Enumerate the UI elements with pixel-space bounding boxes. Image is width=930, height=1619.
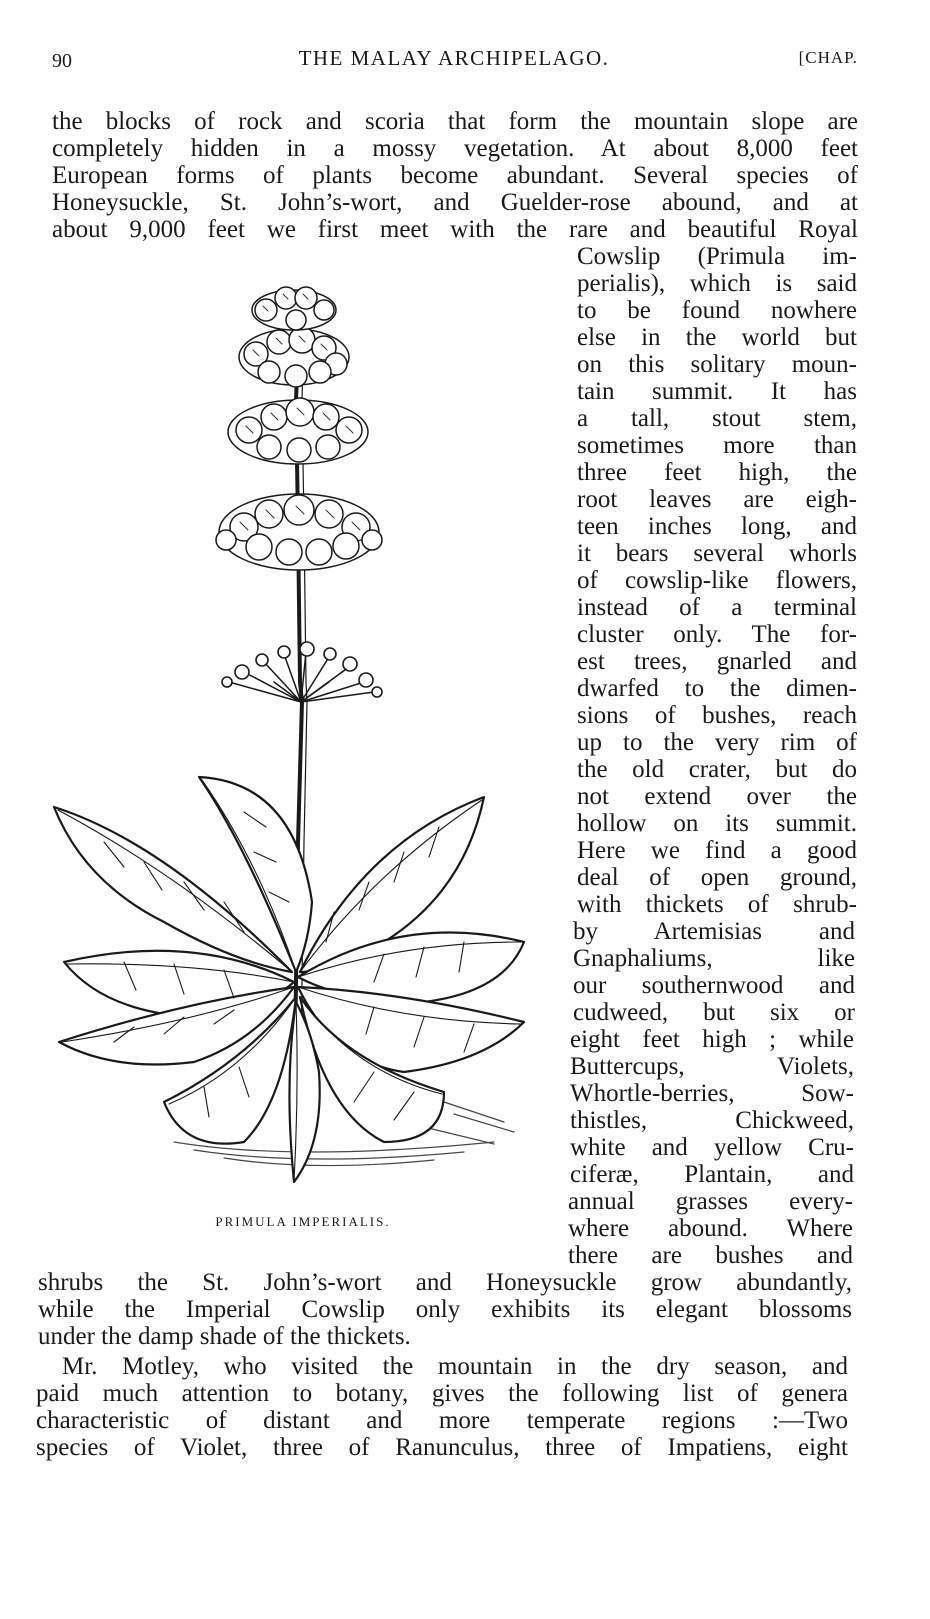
running-title: THE MALAY ARCHIPELAGO. [298, 46, 610, 70]
text-line: while the Imperial Cowslip only exhibits its elegant blossoms [38, 1296, 852, 1323]
text-line: perialis), which is said [577, 270, 857, 297]
text-line: tain summit. It has [577, 378, 857, 405]
text-line: root leaves are eigh- [577, 486, 857, 513]
text-line: species of Violet, three of Ranunculus, three of Impatiens, eight [36, 1434, 848, 1461]
text-line: under the damp shade of the thickets. [38, 1323, 411, 1350]
page-number: 90 [52, 50, 72, 72]
text-line: the old crater, but do [577, 756, 857, 783]
figure-caption: PRIMULA IMPERIALIS. [215, 1214, 391, 1229]
text-line: sometimes more than [577, 432, 857, 459]
text-line: completely hidden in a mossy vegetation. At about 8,000 feet [52, 135, 858, 162]
primula-illustration [44, 282, 544, 1202]
text-line: hollow on its summit. [577, 810, 857, 837]
text-line: annual grasses every- [568, 1188, 853, 1215]
text-line: eight feet high ; while [570, 1026, 854, 1053]
text-line: white and yellow Cru- [570, 1134, 854, 1161]
text-line: where abound. Where [568, 1215, 853, 1242]
text-line: three feet high, the [577, 459, 857, 486]
text-line: instead of a terminal [577, 594, 857, 621]
text-line: Buttercups, Violets, [570, 1053, 854, 1080]
text-line: to be found nowhere [577, 297, 857, 324]
text-line: by Artemisias and [573, 918, 855, 945]
chapter-marker: [CHAP. [798, 48, 858, 67]
text-line: Cowslip (Primula im- [577, 243, 857, 270]
text-line: sions of bushes, reach [577, 702, 857, 729]
text-line: there are bushes and [568, 1242, 853, 1269]
text-line: Mr. Motley, who visited the mountain in the dry season, and [62, 1353, 848, 1380]
text-line: about 9,000 feet we first meet with the rare and beautiful Royal [52, 216, 858, 243]
text-line: our southernwood and [573, 972, 855, 999]
text-line: teen inches long, and [577, 513, 857, 540]
text-line: ciferæ, Plantain, and [570, 1161, 854, 1188]
text-line: a tall, stout stem, [577, 405, 857, 432]
text-line: Here we find a good [577, 837, 857, 864]
text-line: of cowslip-like flowers, [577, 567, 857, 594]
text-line: Honeysuckle, St. John’s-wort, and Guelder-rose abound, and at [52, 189, 858, 216]
text-line: dwarfed to the dimen- [577, 675, 857, 702]
text-line: characteristic of distant and more temperate regions :—Two [36, 1407, 848, 1434]
text-line: Gnaphaliums, like [573, 945, 855, 972]
text-line: not extend over the [577, 783, 857, 810]
text-line: cluster only. The for- [577, 621, 857, 648]
running-head [50, 46, 858, 76]
text-line: deal of open ground, [577, 864, 857, 891]
text-line: the blocks of rock and scoria that form the mountain slope are [52, 108, 858, 135]
text-line: Whortle-berries, Sow- [570, 1080, 854, 1107]
text-line: thistles, Chickweed, [570, 1107, 854, 1134]
text-line: on this solitary moun- [577, 351, 857, 378]
text-line: European forms of plants become abundant. Several species of [52, 162, 858, 189]
text-line: cudweed, but six or [573, 999, 855, 1026]
text-line: est trees, gnarled and [577, 648, 857, 675]
text-line: else in the world but [577, 324, 857, 351]
text-line: with thickets of shrub- [577, 891, 857, 918]
text-line: shrubs the St. John’s-wort and Honeysuckle grow abundantly, [38, 1269, 852, 1296]
text-line: up to the very rim of [577, 729, 857, 756]
text-line: paid much attention to botany, gives the following list of genera [36, 1380, 848, 1407]
text-line: it bears several whorls [577, 540, 857, 567]
